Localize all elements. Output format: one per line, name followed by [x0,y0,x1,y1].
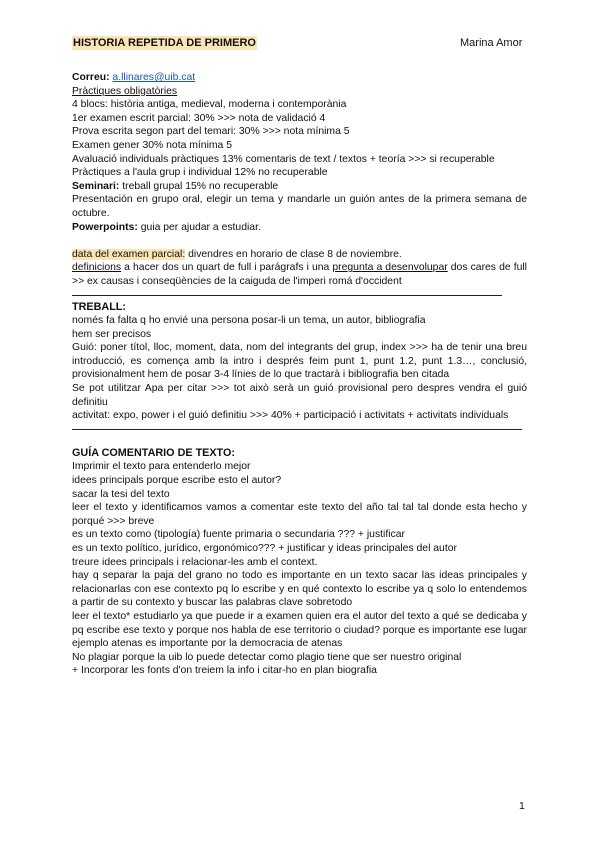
examen-line [72,248,527,262]
guia-paragraph: No plagiar porque la uib lo puede detectar como plagio tiene que ser nuestro original [72,651,462,663]
examen-label: data del examen parcial: [72,248,186,260]
seminari-line [72,180,527,194]
practiques-line: Pràctiques a l'aula grup i individual 12% no recuperable [72,167,328,179]
powerpoints-line [72,221,527,235]
practiques-line: Examen gener 30% nota mínima 5 [72,139,232,151]
email-link[interactable]: a.llinares@uib.cat [112,72,196,83]
guia-line: sacar la tesi del texto [72,488,170,500]
definicions-text: a hacer dos un quart de full i parágrafs i una [121,262,333,274]
guia-paragraph: leer el texto* estudiarlo ya que puede ir a examen quien era el autor del texto a qué se dedicaba y pq escribe ese texto y porque nos habla de ese territorio o ciudad? porque es importante ese lugar ejemplo atenas es importante por la democracia de atenas [72,610,527,650]
treball-paragraph: Se pot utilitzar Apa per citar >>> tot això serà un guió provisional pero despres vendra el guió definitiu [72,383,527,408]
guia-paragraph: + Incorporar les fonts d'on treiem la info i citar-ho en plan biografia [72,665,377,677]
divider-line [72,429,522,430]
divider-line [72,295,502,296]
practiques-heading: Pràctiques obligatòries [72,85,178,97]
treball-line: hem ser precisos [72,328,152,340]
guia-paragraph: es un texto político, jurídico, ergonómico??? + justificar y ideas principales del autor [72,543,457,554]
powerpoints-label: Powerpoints: [72,221,138,233]
treball-line: només fa falta q ho envié una persona posar-li un tema, un autor, bibliografia [72,315,426,327]
page-number: 1 [519,800,525,812]
guia-paragraph: es un texto como (tipología) fuente primaria o secundaria ??? + justificar [72,529,405,541]
pregunta-underline: pregunta a desenvolupar [332,262,448,274]
treball-heading: TREBALL: [72,300,126,313]
guia-paragraph: leer el texto y identificamos vamos a comentar este texto del año tal tal tal donde esta hecho y porqué >>> breve [72,502,527,527]
practiques-line: 1er examen escrit parcial: 30% >>> nota de validació 4 [72,112,326,124]
author-name: Marina Amor [460,37,523,49]
practiques-line: Prova escrita segon part del temari: 30% >>> nota mínima 5 [72,126,350,138]
guia-line: idees principals porque escribe esto el autor? [72,475,282,487]
guia-line: Imprimir el texto para entenderlo mejor [72,461,251,473]
document-body [72,71,527,678]
seminari-label: Seminari: [72,180,120,192]
contact-label: Correu: [72,72,110,83]
examen-text: divendres en horario de clase 8 de noviembre. [185,248,402,260]
presentacion-paragraph: Presentación en grupo oral, elegir un tema y mandarle un guión antes de la primera semana de octubre. [72,194,527,219]
guia-paragraph: treure idees principals i relacionar-les amb el context. [72,556,318,568]
seminari-text: treball grupal 15% no recuperable [119,180,279,192]
definicions-text-end: dos cares de full >> ex causas i conseqüències de la caiguda de l'imperi romá d'occident [72,262,527,287]
treball-paragraph: activitat: expo, power i el guió definitiu >>> 40% + participació i activitats + activitats individuals [72,410,509,422]
practiques-line: 4 blocs: història antiga, medieval, moderna i contemporània [72,99,347,111]
definicions-word: definicions [72,262,122,274]
definicions-paragraph [72,261,527,288]
powerpoints-text: guia per ajudar a estudiar. [137,221,261,233]
guia-heading: GUÍA COMENTARIO DE TEXTO: [72,446,235,459]
document-title: HISTORIA REPETIDA DE PRIMERO [73,37,256,49]
contact-line [72,71,527,85]
treball-paragraph: Guió: poner títol, lloc, moment, data, nom del integrants del grup, index >>> ha de tenir una breu introducció, es comença amb la intro i després feim punt 1, punt 1.2, punt 1.3…, conclusió, provisionalment hem de posar 3-4 línies de lo que tractarà i bibliografia ben citada [72,342,527,381]
guia-paragraph: hay q separar la paja del grano no todo es importante en un texto sacar las ideas principales y relacionarlas con ese contexto pq lo escribe y en qué contexto lo escribe ya q solo lo entendemos a partir de su contexto y buscar las palabras clave sobretodo [72,570,527,609]
practiques-line: Avaluació individuals pràctiques 13% comentaris de text / textos + teoría >>> si recuperable [72,153,495,165]
